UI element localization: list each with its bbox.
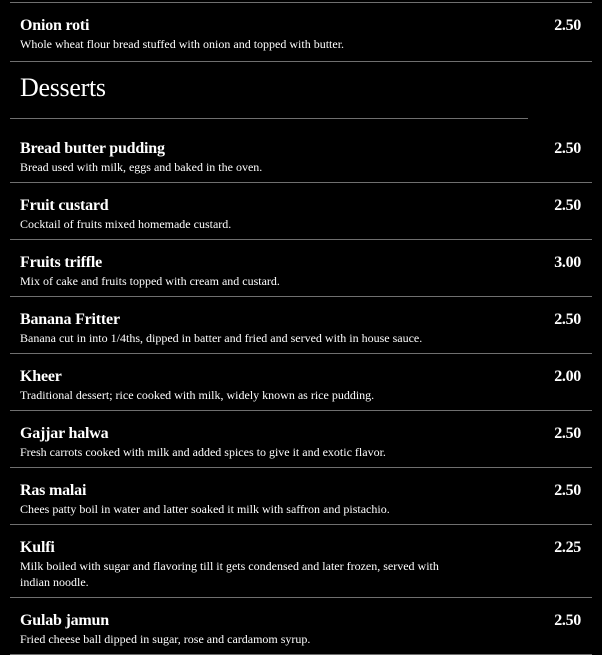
item-price: 2.50 (554, 17, 581, 34)
item-name: Fruit custard (20, 197, 109, 214)
menu-item-kulfi[interactable] (10, 525, 592, 598)
menu-item-ras-malai[interactable] (10, 468, 592, 525)
item-price: 3.00 (554, 254, 581, 271)
item-name: Fruits triffle (20, 254, 103, 271)
item-description: Cocktail of fruits mixed homemade custard. (20, 217, 232, 231)
section-title-desserts: Desserts (20, 73, 106, 102)
item-description: Bread used with milk, eggs and baked in the oven. (20, 160, 263, 174)
item-name: Banana Fritter (20, 311, 120, 328)
item-description: Milk boiled with sugar and flavoring till it gets condensed and later frozen, served with indian noodle. (20, 559, 439, 589)
item-description: Fried cheese ball dipped in sugar, rose and cardamom syrup. (20, 632, 311, 646)
menu-item-bread-butter-pudding[interactable] (10, 119, 592, 183)
menu-item-fruits-triffle[interactable] (10, 240, 592, 297)
item-name: Bread butter pudding (20, 140, 165, 157)
item-price: 2.50 (554, 425, 581, 442)
menu-item-gulab-jamun[interactable] (10, 598, 592, 655)
item-name: Ras malai (20, 482, 87, 499)
item-description: Whole wheat flour bread stuffed with onion and topped with butter. (20, 37, 345, 51)
item-description: Chees patty boil in water and latter soaked it milk with saffron and pistachio. (20, 502, 390, 516)
item-name: Gajjar halwa (20, 425, 109, 442)
item-price: 2.25 (554, 539, 581, 556)
item-price: 2.50 (554, 197, 581, 214)
menu-item-fruit-custard[interactable] (10, 183, 592, 240)
item-price: 2.50 (554, 482, 581, 499)
menu-item-kheer[interactable] (10, 354, 592, 411)
item-name: Kheer (20, 368, 62, 385)
item-description: Banana cut in into 1/4ths, dipped in batter and fried and served with in house sauce. (20, 331, 423, 345)
menu-item-banana-fritter[interactable] (10, 297, 592, 354)
item-price: 2.50 (554, 140, 581, 157)
item-price: 2.00 (554, 368, 581, 385)
item-name: Kulfi (20, 539, 55, 556)
menu-item-onion-roti[interactable] (10, 3, 592, 62)
item-description: Fresh carrots cooked with milk and added spices to give it and exotic flavor. (20, 445, 386, 459)
item-price: 2.50 (554, 311, 581, 328)
item-description: Mix of cake and fruits topped with cream and custard. (20, 274, 280, 288)
item-price: 2.50 (554, 612, 581, 629)
menu-item-gajjar-halwa[interactable] (10, 411, 592, 468)
item-description: Traditional dessert; rice cooked with milk, widely known as rice pudding. (20, 388, 375, 402)
item-name: Onion roti (20, 17, 90, 34)
item-name: Gulab jamun (20, 612, 109, 629)
